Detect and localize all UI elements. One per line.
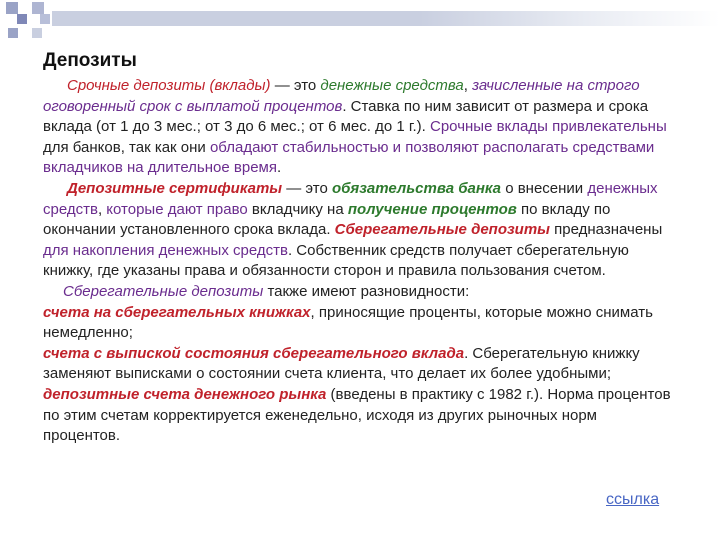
deco-square (32, 28, 42, 38)
text: (введены в практику с 1982 г.). Норма процентов по этим счетам корректируется еженедельно, исходя из других рыночных норм процентов. (43, 385, 671, 445)
term-depozitnye-scheta: депозитные счета денежного рынка (43, 385, 327, 403)
text-purple: Срочные вклады привлекательны (430, 118, 667, 136)
header-strip (52, 11, 720, 26)
term-scheta-s-vypiskoy: счета с выпиской состояния сберегательного вклада (43, 344, 465, 362)
term-scheta-na-knizhkah: счета на сберегательных книжках (43, 303, 311, 321)
text-purple: для накопления денежных средств (43, 241, 288, 259)
body-text (43, 76, 673, 447)
deco-square (40, 14, 50, 24)
text-purple: Сберегательные депозиты (63, 282, 264, 300)
text: для банков, так как они (43, 138, 210, 156)
page-title: Депозиты (43, 50, 137, 71)
deco-square (17, 14, 27, 24)
term-depozitnye-sertifikaty: Депозитные сертификаты (67, 179, 283, 197)
text-purple: зачисленные на строго оговоренный срок с выплатой процентов (43, 77, 640, 115)
header-line (0, 26, 720, 28)
deco-square (8, 28, 18, 38)
text: . Собственник средств получает сберегательную книжку, где указаны права и обязанности сторон и правила пользования счетом. (43, 241, 629, 280)
header-vline (27, 0, 29, 40)
text: — это (282, 179, 332, 197)
text: — это (270, 77, 321, 94)
term-poluchenie-procentov: получение процентов (347, 200, 517, 218)
text: . Ставка по ним зависит от размера и срока вклада (от 1 до 3 мес.; от 3 до 6 мес.; от 6 мес. до 1 г.). (43, 97, 649, 136)
text: . Сберегательную книжку заменяют выписками о состоянии счета клиента, что делает их более удобными; (43, 344, 640, 383)
deco-square (6, 2, 18, 14)
text-purple: денежных средств (43, 179, 658, 218)
term-sberegatelnye-depozity: Сберегательные депозиты (334, 221, 550, 239)
decorative-header-band (0, 0, 720, 40)
text: предназначены (549, 221, 663, 239)
term-denezhnye-sredstva: денежные средства (320, 77, 464, 94)
text: по вкладу по окончании установленного срока вклада. (43, 200, 611, 239)
text: . (276, 159, 282, 177)
text-purple: которые дают право (106, 200, 248, 218)
text: , (97, 200, 107, 218)
text-purple: обладают стабильностью и позволяют располагать средствами вкладчиков на длительное время (43, 138, 655, 177)
text: о внесении (501, 179, 588, 197)
text: , приносящие проценты, которые можно снимать немедленно; (43, 303, 653, 342)
text: вкладчику на (247, 200, 348, 218)
deco-square (32, 2, 44, 14)
text: также имеют разновидности: (263, 282, 470, 300)
term-obyazatelstva-banka: обязательства банка (331, 179, 502, 197)
term-srochnye-depozity: Срочные депозиты (вклады) (67, 77, 271, 94)
source-link[interactable]: ссылка (606, 491, 660, 508)
text: , (463, 77, 473, 94)
